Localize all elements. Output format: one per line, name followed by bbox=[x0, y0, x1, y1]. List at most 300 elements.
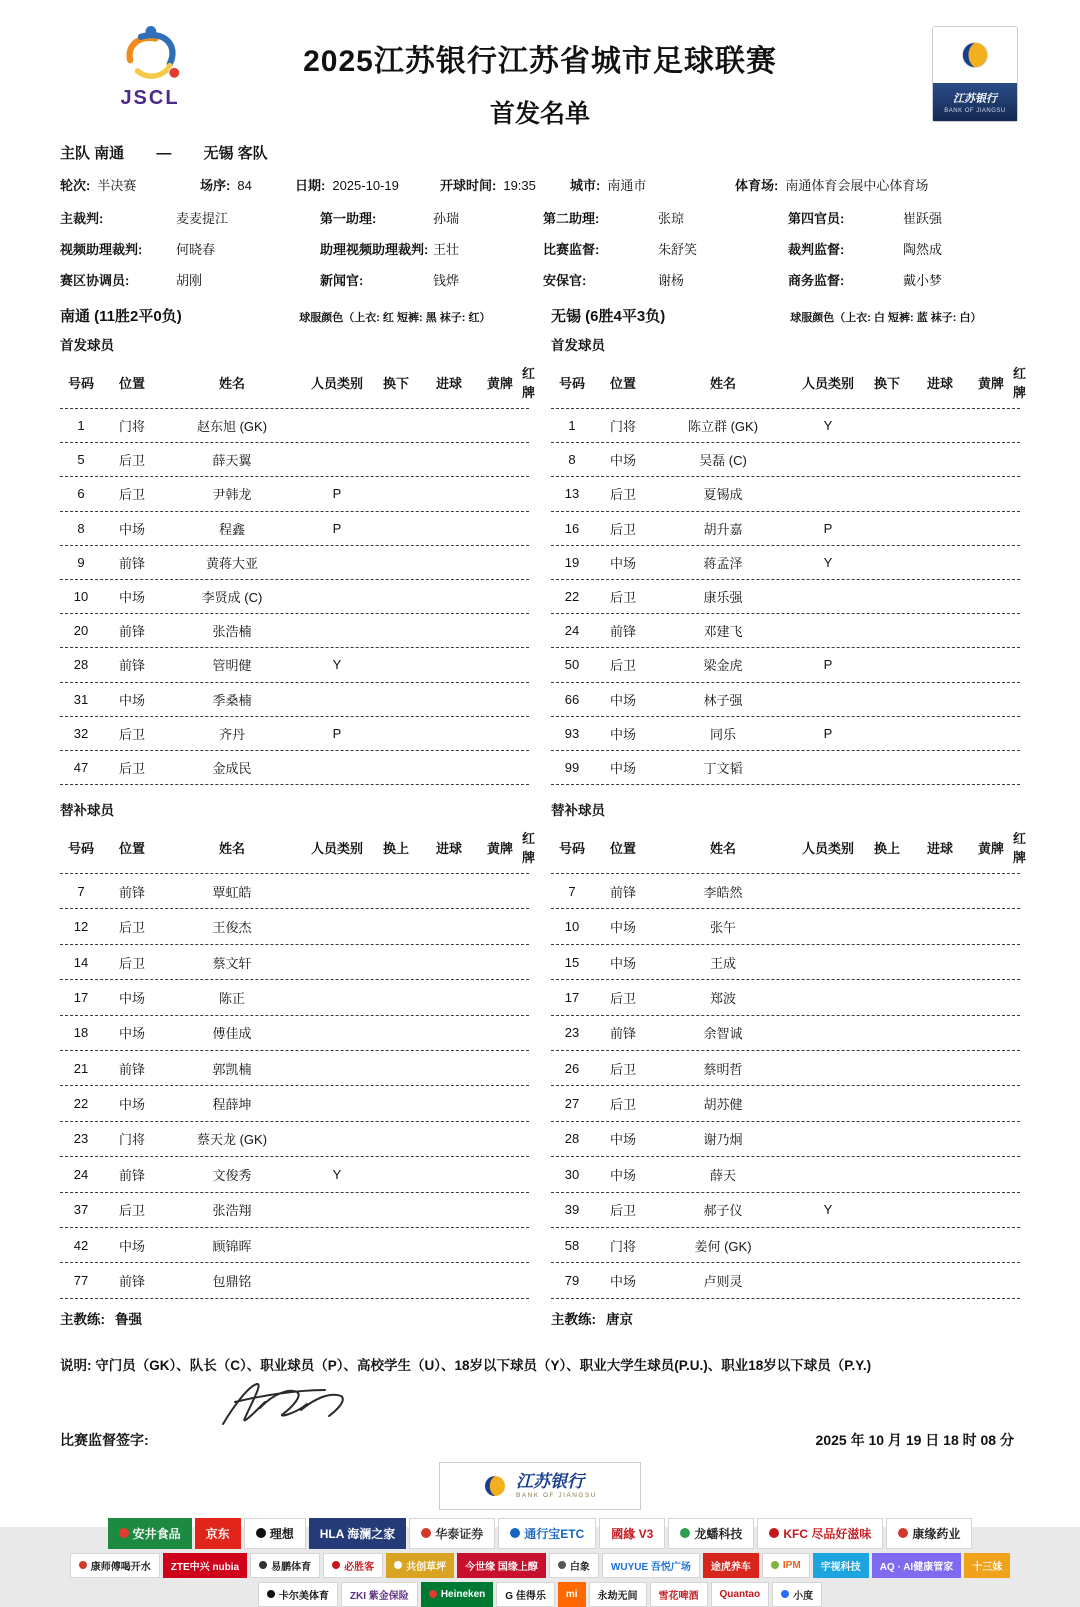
cell-name: 陈立群 (GK) bbox=[687, 419, 759, 435]
bank-footer-caption: BANK OF JIANGSU bbox=[515, 1491, 597, 1499]
cell-pos: 后卫 bbox=[609, 1097, 636, 1113]
column-header: 进球 bbox=[435, 840, 462, 856]
cell-name: 程薛坤 bbox=[212, 1097, 252, 1113]
cell-pos: 中场 bbox=[609, 1132, 636, 1148]
cell-cat: P bbox=[823, 725, 833, 741]
cell-cat: P bbox=[823, 520, 833, 536]
home-coach-name: 鲁强 bbox=[115, 1311, 142, 1327]
home-coach-line bbox=[60, 1308, 529, 1328]
away-subs-rows bbox=[551, 874, 1020, 1299]
info-pair bbox=[570, 175, 735, 194]
cell-pos: 中场 bbox=[609, 1167, 636, 1183]
field-value: 84 bbox=[237, 178, 252, 193]
sponsor-logo bbox=[244, 1518, 306, 1549]
field-value: 崔跃强 bbox=[903, 211, 943, 226]
cell-pos: 后卫 bbox=[118, 726, 145, 742]
cell-pos: 后卫 bbox=[609, 487, 636, 503]
cell-cat: Y bbox=[332, 1166, 342, 1182]
cell-name: 余智诚 bbox=[703, 1026, 743, 1042]
sponsor-mark-icon bbox=[394, 1561, 402, 1569]
supervisor-signature bbox=[205, 1374, 375, 1441]
cell-name: 梁金虎 bbox=[703, 658, 743, 674]
cell-name: 王成 bbox=[709, 955, 736, 971]
away-starters-header bbox=[551, 356, 1027, 409]
sponsor-logo bbox=[757, 1518, 883, 1549]
cell-pos: 后卫 bbox=[118, 1203, 145, 1219]
column-header: 红牌 bbox=[522, 366, 536, 400]
field-label: 体育场: bbox=[735, 178, 779, 193]
cell-no: 23 bbox=[564, 1025, 580, 1041]
cell-cat: P bbox=[332, 486, 342, 502]
sponsor-name: 华泰证券 bbox=[435, 1526, 484, 1541]
cell-no: 12 bbox=[73, 919, 89, 935]
player-row bbox=[551, 1122, 1020, 1157]
sponsor-mark-icon bbox=[332, 1561, 340, 1569]
field-value: 孙瑞 bbox=[433, 211, 460, 226]
player-row bbox=[551, 1228, 1020, 1263]
away-starters-title: 首发球员 bbox=[551, 338, 605, 353]
home-starters-rows bbox=[60, 409, 529, 785]
cell-pos: 中场 bbox=[609, 955, 636, 971]
info-pair bbox=[60, 175, 200, 194]
cell-name: 蔡文轩 bbox=[212, 955, 252, 971]
header bbox=[0, 0, 1080, 128]
match-info-line bbox=[60, 175, 1020, 194]
cell-name: 卢则灵 bbox=[703, 1274, 743, 1290]
sponsor-name: Quantao bbox=[719, 1588, 761, 1600]
column-header: 换下 bbox=[873, 375, 900, 391]
column-header: 红牌 bbox=[1013, 831, 1027, 866]
sponsor-logo bbox=[558, 1582, 586, 1607]
sponsor-logo bbox=[70, 1553, 160, 1578]
column-header: 姓名 bbox=[218, 840, 245, 856]
sponsor-logo bbox=[409, 1518, 495, 1549]
away-subs-title: 替补球员 bbox=[551, 803, 605, 819]
sponsor-mark-icon bbox=[771, 1561, 779, 1569]
player-row bbox=[551, 1051, 1020, 1086]
cell-pos: 后卫 bbox=[118, 920, 145, 936]
cell-pos: 前锋 bbox=[118, 1061, 145, 1077]
cell-name: 张午 bbox=[709, 920, 736, 936]
field-label: 日期: bbox=[295, 178, 326, 193]
player-row bbox=[60, 909, 529, 944]
column-header: 号码 bbox=[558, 840, 585, 856]
player-row bbox=[551, 648, 1020, 682]
cell-pos: 中场 bbox=[118, 1238, 145, 1254]
cell-pos: 前锋 bbox=[118, 555, 145, 571]
bank-name: 江苏银行 bbox=[953, 93, 997, 105]
player-row bbox=[551, 409, 1020, 443]
cell-name: 包鼎铭 bbox=[212, 1274, 252, 1290]
sponsor-name: 易鹏体育 bbox=[271, 1561, 312, 1573]
sponsor-name: 小度 bbox=[793, 1590, 814, 1602]
sponsor-logo bbox=[498, 1518, 596, 1549]
column-header: 换下 bbox=[382, 375, 409, 391]
cell-no: 7 bbox=[77, 883, 85, 899]
field-label: 城市: bbox=[570, 178, 601, 193]
cell-name: 张浩楠 bbox=[212, 624, 252, 640]
player-row bbox=[551, 874, 1020, 909]
cell-pos: 中场 bbox=[118, 1097, 145, 1113]
player-row bbox=[60, 1193, 529, 1228]
cell-no: 28 bbox=[564, 1131, 580, 1147]
sponsor-mark-icon bbox=[769, 1528, 779, 1538]
cell-name: 丁文韬 bbox=[703, 760, 743, 776]
cell-pos: 中场 bbox=[118, 590, 145, 606]
away-starters-table bbox=[551, 356, 1027, 785]
column-header: 姓名 bbox=[709, 375, 736, 391]
cell-pos: 前锋 bbox=[609, 1026, 636, 1042]
player-row bbox=[60, 477, 529, 511]
cell-pos: 中场 bbox=[118, 990, 145, 1006]
cell-name: 谢乃炯 bbox=[703, 1132, 743, 1148]
player-row bbox=[551, 945, 1020, 980]
cell-no: 20 bbox=[73, 623, 89, 639]
player-row bbox=[60, 409, 529, 443]
cell-no: 7 bbox=[568, 883, 576, 899]
sponsor-name: mi bbox=[565, 1588, 578, 1600]
sponsor-name: AQ · AI健康管家 bbox=[879, 1561, 954, 1573]
away-subs-table bbox=[551, 821, 1027, 1299]
signature-icon bbox=[205, 1374, 375, 1436]
cell-no: 39 bbox=[564, 1202, 580, 1218]
cell-name: 林子强 bbox=[703, 692, 743, 708]
sponsor-name: 今世缘 国缘上醇 bbox=[465, 1561, 538, 1573]
cell-no: 26 bbox=[564, 1060, 580, 1076]
column-header: 位置 bbox=[118, 840, 145, 856]
cell-cat: Y bbox=[823, 1202, 833, 1218]
cell-cat: P bbox=[332, 520, 342, 536]
cell-no: 9 bbox=[77, 554, 85, 570]
bank-card-bottom bbox=[933, 83, 1017, 121]
cell-cat: P bbox=[332, 725, 342, 741]
sponsor-name: WUYUE 吾悦广场 bbox=[610, 1561, 691, 1573]
league-logo bbox=[104, 24, 196, 110]
column-header: 姓名 bbox=[709, 840, 736, 856]
away-side-label: 无锡 客队 bbox=[203, 145, 268, 162]
sponsor-logo bbox=[323, 1553, 383, 1578]
home-panel bbox=[60, 303, 536, 1328]
cell-name: 黄蒋大亚 bbox=[205, 555, 258, 571]
sponsor-mark-icon bbox=[79, 1561, 87, 1569]
field-value: 谢杨 bbox=[658, 273, 685, 288]
cell-no: 14 bbox=[73, 954, 89, 970]
sponsor-mark-icon bbox=[256, 1528, 266, 1538]
sponsor-name: ZTE中兴 nubia bbox=[170, 1561, 240, 1573]
sponsor-logo bbox=[108, 1518, 192, 1549]
cell-name: 文俊秀 bbox=[212, 1167, 252, 1183]
cell-name: 胡升嘉 bbox=[703, 521, 743, 537]
column-header: 进球 bbox=[435, 375, 462, 391]
column-header: 人员类别 bbox=[310, 840, 363, 856]
sponsor-logo bbox=[703, 1553, 759, 1578]
cell-no: 6 bbox=[77, 486, 85, 502]
cell-no: 23 bbox=[73, 1131, 89, 1147]
sponsor-logo bbox=[772, 1582, 822, 1607]
sponsor-logo bbox=[250, 1553, 320, 1578]
away-team-head bbox=[551, 305, 1020, 326]
home-subs-rows bbox=[60, 874, 529, 1299]
cell-no: 16 bbox=[564, 520, 580, 536]
column-header: 姓名 bbox=[218, 375, 245, 391]
player-row bbox=[60, 717, 529, 751]
cell-no: 17 bbox=[564, 989, 580, 1005]
sponsor-mark-icon bbox=[119, 1528, 129, 1538]
sponsor-row-1 bbox=[0, 1518, 1080, 1549]
signature-row bbox=[0, 1374, 1080, 1462]
cell-no: 10 bbox=[564, 919, 580, 935]
away-coach-name: 唐京 bbox=[606, 1311, 633, 1327]
cell-no: 66 bbox=[564, 691, 580, 707]
player-row bbox=[60, 580, 529, 614]
player-row bbox=[60, 443, 529, 477]
player-row bbox=[551, 477, 1020, 511]
cell-no: 28 bbox=[73, 657, 89, 673]
info-pair bbox=[200, 175, 295, 194]
teams-line bbox=[60, 142, 1020, 163]
sponsor-mark-icon bbox=[898, 1528, 908, 1538]
player-row bbox=[60, 1122, 529, 1157]
sponsor-name: 通行宝ETC bbox=[524, 1526, 585, 1541]
sponsor-row-3 bbox=[0, 1582, 1080, 1607]
sponsor-mark-icon bbox=[558, 1561, 566, 1569]
away-coach-line bbox=[551, 1308, 1020, 1328]
cell-pos: 前锋 bbox=[118, 884, 145, 900]
cell-no: 22 bbox=[73, 1096, 89, 1112]
sponsor-name: 必胜客 bbox=[344, 1561, 375, 1573]
sponsor-logo bbox=[341, 1582, 418, 1607]
sponsor-name: 白象 bbox=[569, 1561, 590, 1573]
sponsor-name: KFC 尽品好滋味 bbox=[783, 1526, 872, 1541]
bank-footer-box bbox=[439, 1462, 641, 1510]
cell-no: 24 bbox=[73, 1166, 89, 1182]
cell-no: 13 bbox=[564, 486, 580, 502]
sponsor-logo bbox=[599, 1518, 665, 1549]
cell-no: 17 bbox=[73, 989, 89, 1005]
player-row bbox=[60, 1228, 529, 1263]
sponsor-mark-icon bbox=[259, 1561, 267, 1569]
away-kit-colors: 球服颜色（上衣: 白 短裤: 蓝 袜子: 白） bbox=[790, 312, 982, 324]
player-row bbox=[60, 980, 529, 1015]
cell-name: 程鑫 bbox=[218, 521, 245, 537]
sponsor-strip bbox=[0, 1518, 1080, 1607]
field-value: 南通体育会展中心体育场 bbox=[785, 178, 929, 193]
cell-no: 42 bbox=[73, 1237, 89, 1253]
bank-footer bbox=[0, 1462, 1080, 1510]
home-starters-table bbox=[60, 356, 536, 785]
player-row bbox=[60, 945, 529, 980]
page-subtitle: 首发名单 bbox=[489, 100, 590, 128]
sponsor-logo bbox=[386, 1553, 454, 1578]
column-header: 黄牌 bbox=[977, 375, 1004, 391]
cell-pos: 前锋 bbox=[118, 1274, 145, 1290]
cell-name: 金成民 bbox=[212, 760, 252, 776]
home-starters-header bbox=[60, 356, 536, 409]
sponsor-logo bbox=[668, 1518, 754, 1549]
sponsor-name: 宇视科技 bbox=[820, 1561, 861, 1573]
home-team-head bbox=[60, 305, 529, 326]
field-label: 开球时间: bbox=[440, 178, 497, 193]
cell-name: 胡苏健 bbox=[703, 1097, 743, 1113]
bank-card-top bbox=[933, 27, 1017, 83]
column-header: 号码 bbox=[67, 840, 94, 856]
away-panel bbox=[551, 303, 1027, 1328]
cell-name: 李贤成 (C) bbox=[201, 590, 263, 606]
field-label: 主裁判: bbox=[60, 211, 104, 226]
cell-pos: 中场 bbox=[609, 555, 636, 571]
info-pair bbox=[295, 175, 440, 194]
cell-no: 5 bbox=[77, 452, 85, 468]
field-label: 场序: bbox=[200, 178, 231, 193]
field-value: 钱烨 bbox=[433, 273, 460, 288]
page-title: 2025江苏银行江苏省城市足球联赛 bbox=[303, 45, 777, 78]
sponsor-logo bbox=[602, 1553, 700, 1578]
field-value: 张琼 bbox=[658, 211, 685, 226]
cell-no: 19 bbox=[564, 554, 580, 570]
cell-name: 管明健 bbox=[212, 658, 252, 674]
player-row bbox=[551, 614, 1020, 648]
cell-name: 王俊杰 bbox=[212, 920, 252, 936]
column-header: 位置 bbox=[609, 840, 636, 856]
player-row bbox=[551, 580, 1020, 614]
sponsor-logo bbox=[195, 1518, 241, 1549]
signature-datetime: 2025 年 10 月 19 日 18 时 08 分 bbox=[815, 1431, 1014, 1448]
vs-dash: — bbox=[156, 145, 172, 162]
field-value: 半决赛 bbox=[97, 178, 137, 193]
column-header: 人员类别 bbox=[801, 375, 854, 391]
cell-pos: 后卫 bbox=[609, 1203, 636, 1219]
cell-pos: 后卫 bbox=[609, 590, 636, 606]
cell-pos: 门将 bbox=[609, 419, 636, 435]
sponsor-name: 龙蟠科技 bbox=[694, 1526, 743, 1541]
cell-no: 30 bbox=[564, 1166, 580, 1182]
sponsor-logo bbox=[421, 1582, 493, 1607]
cell-cat: Y bbox=[332, 657, 342, 673]
player-row bbox=[60, 1157, 529, 1192]
cell-pos: 后卫 bbox=[118, 955, 145, 971]
cell-pos: 前锋 bbox=[118, 624, 145, 640]
cell-name: 张浩翔 bbox=[212, 1203, 252, 1219]
sponsor-name: IPM bbox=[782, 1559, 801, 1571]
cell-name: 季桑楠 bbox=[212, 692, 252, 708]
cell-pos: 中场 bbox=[609, 760, 636, 776]
cell-cat: Y bbox=[823, 418, 833, 434]
player-row bbox=[60, 1016, 529, 1051]
cell-pos: 中场 bbox=[118, 521, 145, 537]
cell-name: 顾锦晖 bbox=[212, 1238, 252, 1254]
away-team-name: 无锡 (6胜4平3负) bbox=[551, 308, 666, 325]
field-value: 陶然成 bbox=[903, 242, 943, 257]
sponsor-logo bbox=[309, 1518, 407, 1549]
field-value: 2025-10-19 bbox=[332, 178, 399, 193]
field-value: 朱舒笑 bbox=[658, 242, 698, 257]
player-row bbox=[551, 909, 1020, 944]
cell-no: 27 bbox=[564, 1096, 580, 1112]
home-subs-header bbox=[60, 821, 536, 874]
sponsor-name: 康缘药业 bbox=[912, 1526, 961, 1541]
home-team-name: 南通 (11胜2平0负) bbox=[60, 308, 182, 325]
sponsor-name: Heineken bbox=[440, 1588, 486, 1600]
away-coach-label: 主教练: bbox=[551, 1311, 596, 1327]
bank-emblem-icon bbox=[960, 40, 990, 70]
cell-pos: 门将 bbox=[609, 1238, 636, 1254]
sponsor-name: 康师傅喝开水 bbox=[90, 1561, 151, 1573]
cell-name: 蔡天龙 (GK) bbox=[196, 1132, 268, 1148]
field-label: 商务监督: bbox=[788, 273, 845, 288]
cell-no: 18 bbox=[73, 1025, 89, 1041]
cell-pos: 中场 bbox=[118, 692, 145, 708]
home-coach-label: 主教练: bbox=[60, 1311, 105, 1327]
cell-no: 32 bbox=[73, 725, 89, 741]
column-header: 号码 bbox=[558, 375, 585, 391]
column-header: 位置 bbox=[118, 375, 145, 391]
cell-name: 薛天翼 bbox=[212, 453, 252, 469]
player-row bbox=[60, 1086, 529, 1121]
cell-pos: 中场 bbox=[118, 1026, 145, 1042]
away-subs-header bbox=[551, 821, 1027, 874]
field-label: 第四官员: bbox=[788, 211, 845, 226]
column-header: 换上 bbox=[382, 840, 409, 856]
cell-no: 21 bbox=[73, 1060, 89, 1076]
field-label: 第一助理: bbox=[320, 211, 377, 226]
field-value: 19:35 bbox=[503, 178, 536, 193]
column-header: 黄牌 bbox=[486, 375, 513, 391]
field-label: 第二助理: bbox=[543, 211, 600, 226]
cell-name: 郝子仪 bbox=[703, 1203, 743, 1219]
match-meta bbox=[0, 128, 1080, 289]
field-value: 胡刚 bbox=[176, 273, 203, 288]
home-kit-colors: 球服颜色（上衣: 红 短裤: 黑 袜子: 红） bbox=[299, 312, 491, 324]
away-starters-rows bbox=[551, 409, 1020, 785]
cell-name: 康乐强 bbox=[703, 590, 743, 606]
cell-name: 李皓然 bbox=[703, 884, 743, 900]
player-row bbox=[60, 648, 529, 682]
sponsor-logo bbox=[711, 1582, 770, 1607]
cell-name: 齐丹 bbox=[218, 726, 245, 742]
sponsor-name: 京东 bbox=[205, 1526, 230, 1541]
player-row bbox=[551, 546, 1020, 580]
sponsor-name: HLA 海澜之家 bbox=[319, 1526, 396, 1541]
cell-no: 47 bbox=[73, 759, 89, 775]
cell-no: 77 bbox=[73, 1273, 89, 1289]
officials-grid bbox=[60, 208, 1020, 289]
column-header: 黄牌 bbox=[486, 840, 513, 856]
sponsor-name: 理想 bbox=[269, 1526, 294, 1541]
field-value: 戴小梦 bbox=[903, 273, 943, 288]
cell-no: 24 bbox=[564, 623, 580, 639]
cell-name: 郭凯楠 bbox=[212, 1061, 252, 1077]
cell-pos: 后卫 bbox=[118, 453, 145, 469]
cell-name: 蒋孟泽 bbox=[703, 555, 743, 571]
cell-pos: 门将 bbox=[118, 1132, 145, 1148]
cell-name: 薛天 bbox=[709, 1167, 736, 1183]
cell-no: 37 bbox=[73, 1202, 89, 1218]
sponsor-logo bbox=[163, 1553, 247, 1578]
sponsor-logo bbox=[872, 1553, 962, 1578]
column-header: 进球 bbox=[926, 840, 953, 856]
player-row bbox=[60, 512, 529, 546]
cell-pos: 前锋 bbox=[118, 1167, 145, 1183]
sponsor-name: 國緣 V3 bbox=[611, 1526, 654, 1541]
home-side-label: 主队 南通 bbox=[60, 145, 125, 162]
cell-pos: 后卫 bbox=[118, 487, 145, 503]
field-label: 轮次: bbox=[60, 178, 91, 193]
column-header: 红牌 bbox=[1013, 366, 1027, 400]
player-row bbox=[60, 751, 529, 785]
cell-pos: 后卫 bbox=[609, 990, 636, 1006]
cell-name: 陈正 bbox=[218, 990, 245, 1006]
sponsor-logo bbox=[589, 1582, 647, 1607]
